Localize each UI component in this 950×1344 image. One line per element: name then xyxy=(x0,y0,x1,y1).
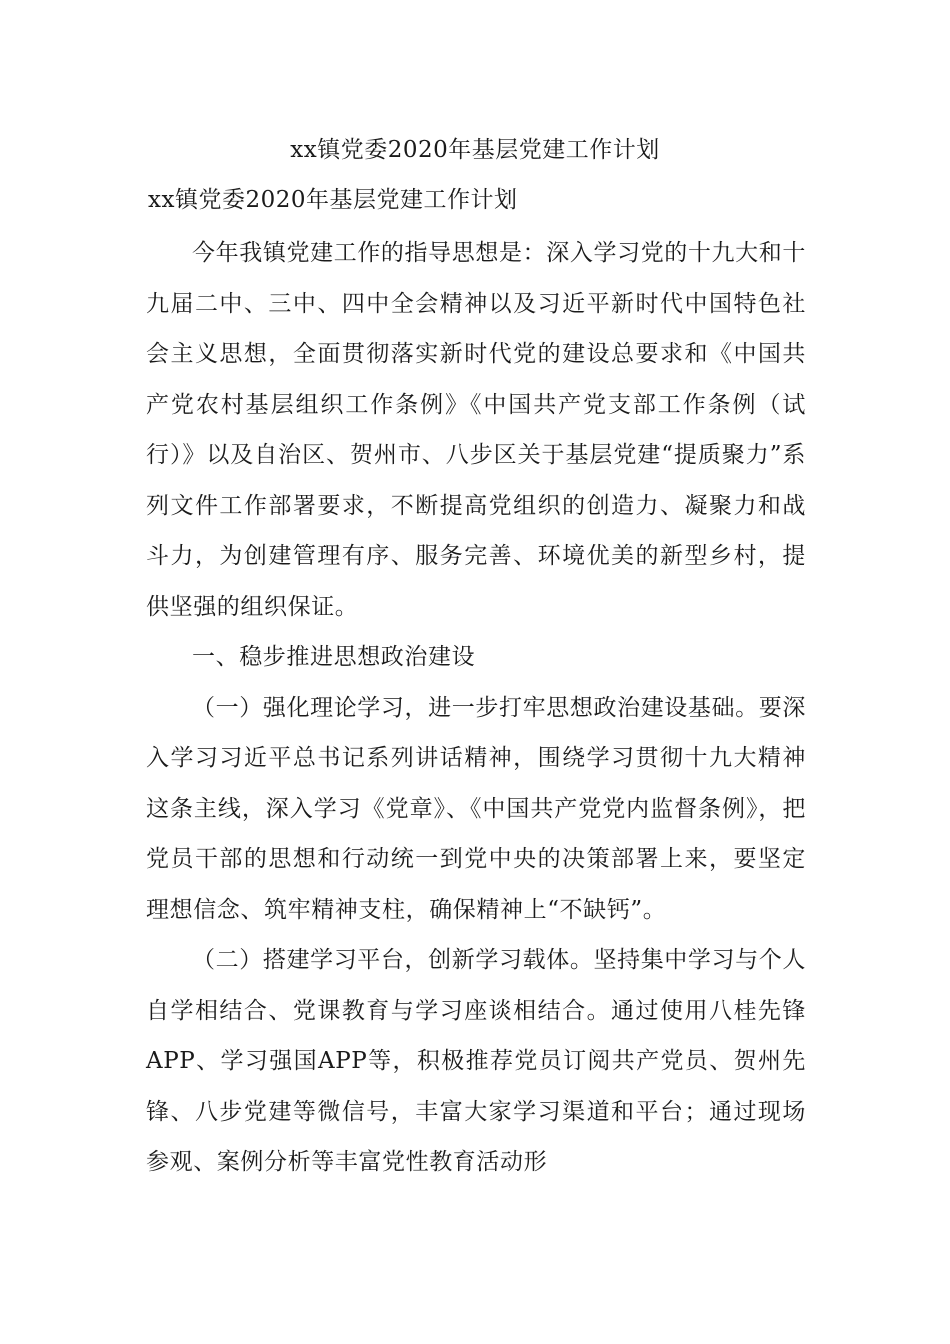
document-title: xx镇党委2020年基层党建工作计划 xyxy=(290,137,660,163)
section-heading-1: 一、稳步推进思想政治建设 xyxy=(192,644,476,670)
document-body xyxy=(146,228,806,1188)
paragraph-theory-study: （一）强化理论学习，进一步打牢思想政治建设基础。要深入学习习近平总书记系列讲话精神，围绕学习贯彻十九大精神这条主线，深入学习《党章》、《中国共产党党内监督条例》，把党员干部的思想和行动统一到党中央的决策部署上来，要坚定理想信念、筑牢精神支柱，确保精神上“不缺钙”。 xyxy=(146,694,806,923)
document-subtitle: xx镇党委2020年基层党建工作计划 xyxy=(148,187,518,213)
paragraph-guiding-ideology: 今年我镇党建工作的指导思想是：深入学习党的十九大和十九届二中、三中、四中全会精神以及习近平新时代中国特色社会主义思想，全面贯彻落实新时代党的建设总要求和《中国共产党农村基层组织工作条例》《中国共产党支部工作条例（试行）》以及自治区、贺州市、八步区关于基层党建“提质聚力”系列文件工作部署要求，不断提高党组织的创造力、凝聚力和战斗力，为创建管理有序、服务完善、环境优美的新型乡村，提供坚强的组织保证。 xyxy=(146,240,806,620)
paragraph-study-platform: （二）搭建学习平台，创新学习载体。坚持集中学习与个人自学相结合、党课教育与学习座谈相结合。通过使用八桂先锋APP、学习强国APP等，积极推荐党员订阅共产党员、贺州先锋、八步党建等微信号，丰富大家学习渠道和平台；通过现场参观、案例分析等丰富党性教育活动形 xyxy=(146,947,806,1175)
